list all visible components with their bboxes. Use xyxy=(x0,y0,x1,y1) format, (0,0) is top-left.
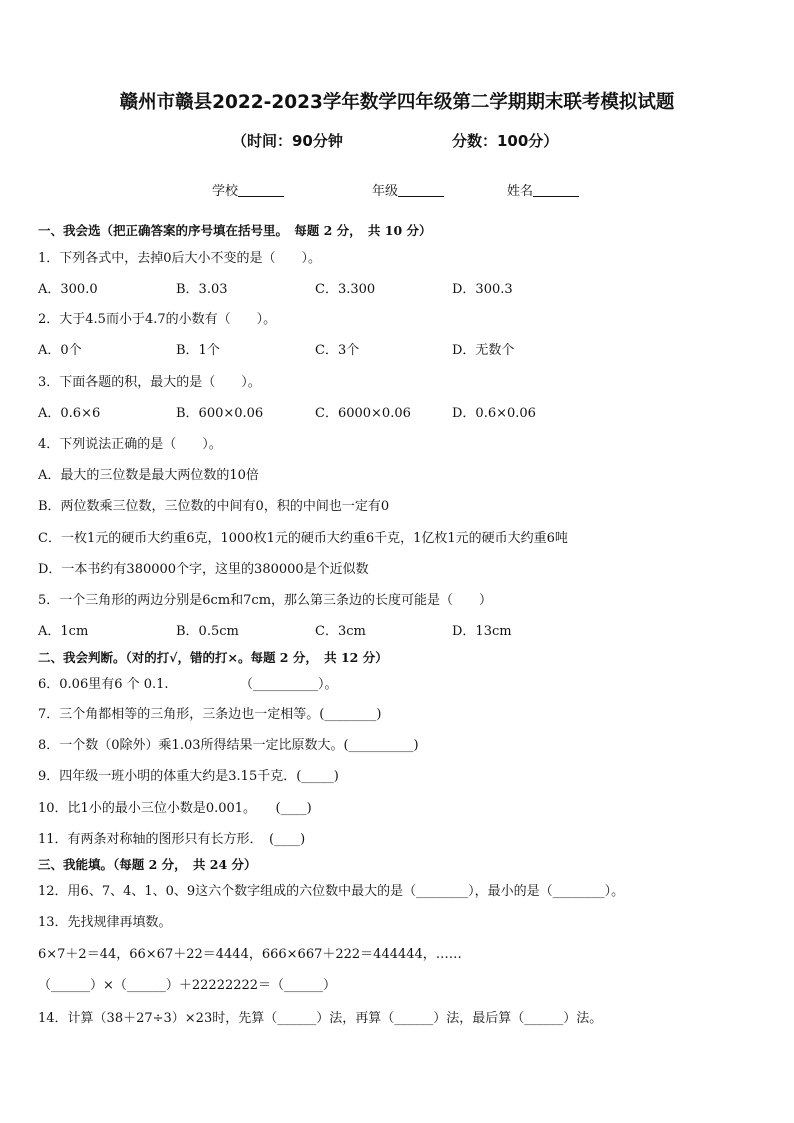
question-13: 13．先找规律再填数。 xyxy=(38,915,172,930)
q2-option-a: A．0个 xyxy=(38,343,82,358)
question-11: 11．有两条对称轴的图形只有长方形． (____) xyxy=(38,832,306,847)
q3-option-b: B．600×0.06 xyxy=(176,406,264,421)
grade-field xyxy=(372,180,444,199)
question-8: 8．一个数（0除外）乘1.03所得结果一定比原数大。(__________) xyxy=(38,738,419,753)
question-6: 6．0.06里有6 个 0.1. （__________）。 xyxy=(38,677,338,692)
q5-option-d: D．13cm xyxy=(452,624,512,639)
q1-option-a: A．300.0 xyxy=(38,282,98,297)
question-1: 1．下列各式中，去掉0后大小不变的是（ ）。 xyxy=(38,251,322,266)
q2-option-b: B．1个 xyxy=(176,343,220,358)
section-2-heading: 二、我会判断。（对的打√，错的打×。每题 2 分， 共 12 分） xyxy=(38,650,388,665)
question-4: 4．下列说法正确的是（ ）。 xyxy=(38,437,222,452)
q3-option-c: C．6000×0.06 xyxy=(315,406,411,421)
question-5: 5．一个三角形的两边分别是6cm和7cm，那么第三条边的长度可能是（ ） xyxy=(38,593,493,608)
q13-fill-blank: （______）×（______）＋22222222＝（______） xyxy=(38,978,337,993)
question-3: 3．下面各题的积，最大的是（ ）。 xyxy=(38,375,261,390)
q5-option-a: A．1cm xyxy=(38,624,89,639)
section-1-heading: 一、我会选（把正确答案的序号填在括号里。 每题 2 分， 共 10 分） xyxy=(38,223,432,238)
q3-option-a: A．0.6×6 xyxy=(38,406,101,421)
q5-option-b: B．0.5cm xyxy=(176,624,239,639)
school-field xyxy=(212,180,284,199)
exam-title: 赣州市赣县2022-2023学年数学四年级第二学期期末联考模拟试题 xyxy=(119,92,675,113)
section-3-heading: 三、我能填。（每题 2 分， 共 24 分） xyxy=(38,857,257,872)
q2-option-d: D．无数个 xyxy=(452,343,515,358)
q4-option-c: C．一枚1元的硬币大约重6克，1000枚1元的硬币大约重6千克，1亿枚1元的硬币大约重6吨 xyxy=(38,531,568,546)
q2-option-c: C．3个 xyxy=(315,343,360,358)
exam-time: （时间：90分钟 xyxy=(232,132,343,150)
q1-option-c: C．3.300 xyxy=(315,282,376,297)
question-7: 7．三个角都相等的三角形，三条边也一定相等。(________) xyxy=(38,707,382,722)
q5-option-c: C．3cm xyxy=(315,624,366,639)
grade-label: 年级 xyxy=(372,184,399,199)
name-field xyxy=(507,180,579,199)
grade-blank[interactable] xyxy=(398,184,444,197)
q4-option-d: D．一本书约有380000个字，这里的380000是个近似数 xyxy=(38,562,369,577)
name-label: 姓名 xyxy=(507,184,534,199)
q4-option-a: A．最大的三位数是最大两位数的10倍 xyxy=(38,468,259,483)
school-blank[interactable] xyxy=(238,184,284,197)
q13-pattern: 6×7＋2＝44，66×67＋22＝4444，666×667＋222＝444444，…… xyxy=(38,947,462,962)
school-label: 学校 xyxy=(212,184,239,199)
q3-option-d: D．0.6×0.06 xyxy=(452,406,536,421)
name-blank[interactable] xyxy=(533,184,579,197)
q1-option-b: B．3.03 xyxy=(176,282,228,297)
exam-score: 分数：100分） xyxy=(452,132,559,150)
q4-option-b: B．两位数乘三位数，三位数的中间有0，积的中间也一定有0 xyxy=(38,499,390,514)
question-9: 9．四年级一班小明的体重大约是3.15千克．(_____) xyxy=(38,769,339,784)
question-2: 2．大于4.5而小于4.7的小数有（ ）。 xyxy=(38,312,277,327)
question-12: 12．用6、7、4、1、0、9这六个数字组成的六位数中最大的是（________），最小的是（________）。 xyxy=(38,884,625,899)
question-14: 14．计算（38＋27÷3）×23时，先算（______）法，再算（______）法，最后算（______）法。 xyxy=(38,1011,603,1026)
question-10: 10．比1小的最小三位小数是0.001。 (____) xyxy=(38,801,312,816)
q1-option-d: D．300.3 xyxy=(452,282,513,297)
